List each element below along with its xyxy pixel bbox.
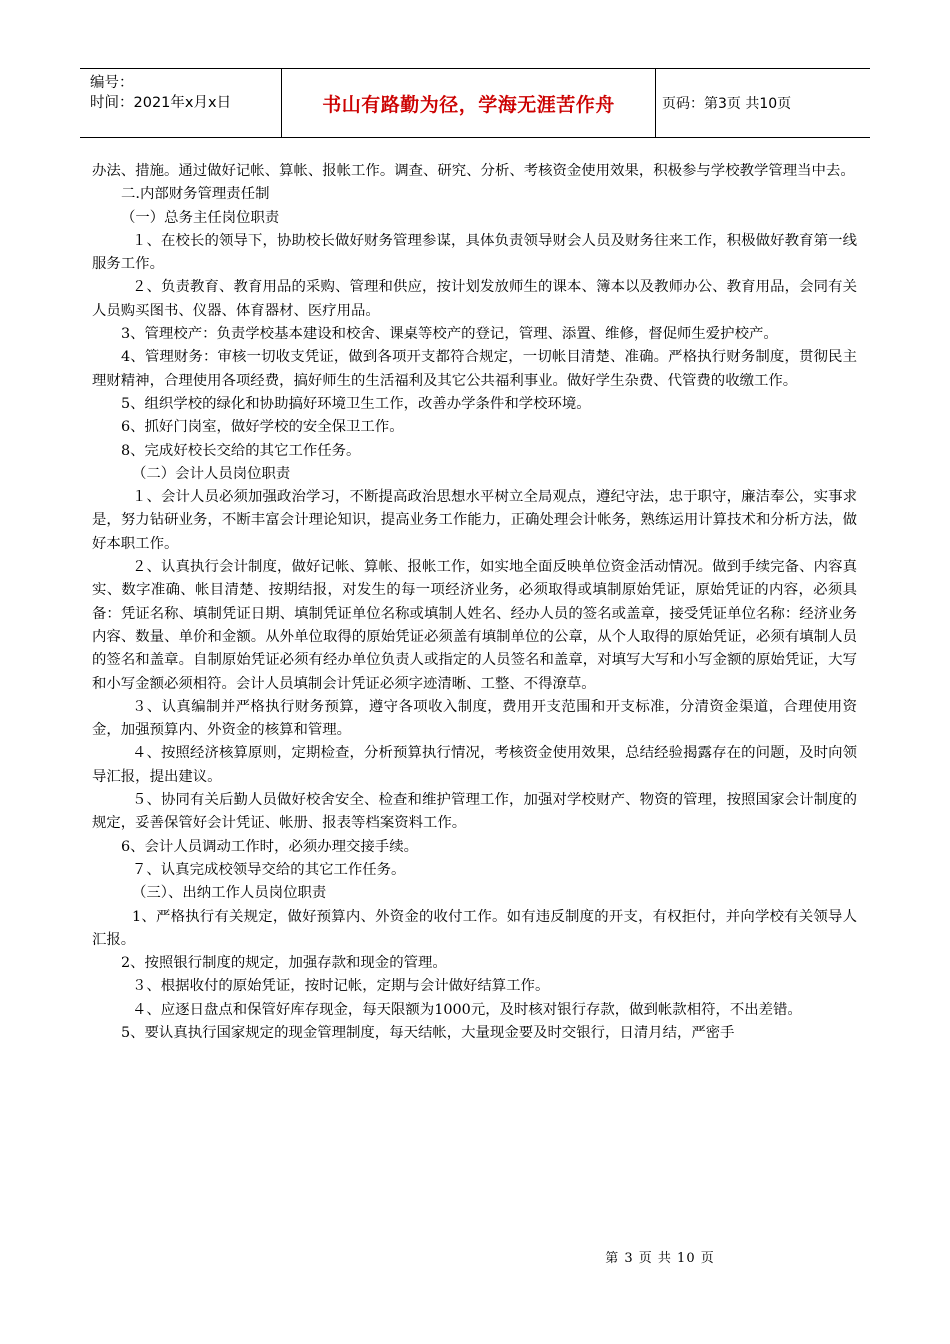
page-header (80, 68, 870, 138)
page-footer (0, 1247, 950, 1266)
document-date: 时间：2021年x月x日 (90, 95, 232, 111)
body-paragraph: 5、要认真执行国家规定的现金管理制度，每天结帐，大量现金要及时交银行，日清月结，严密手 (121, 1024, 735, 1041)
body-paragraph: ４、按照经济核算原则，定期检查，分析预算执行情况，考核资金使用效果，总结经验揭露存在的问题，及时向领导汇报，提出建议。 (92, 745, 857, 785)
body-paragraph: 4、管理财务：审核一切收支凭证，做到各项开支都符合规定，一切帐目清楚、准确。严格执行财务制度，贯彻民主理财精神，合理使用各项经费，搞好师生的生活福利及其它公共福利事业。做好学生杂费、代管费的收缴工作。 (92, 349, 857, 389)
document-number-label: 编号： (90, 75, 134, 91)
body-paragraph: 6、会计人员调动工作时，必须办理交接手续。 (121, 838, 418, 855)
body-paragraph: １、会计人员必须加强政治学习，不断提高政治思想水平树立全局观点，遵纪守法，忠于职守，廉洁奉公，实事求是，努力钻研业务，不断丰富会计理论知识，提高业务工作能力，正确处理会计帐务，熟练运用计算技术和分析方法，做好本职工作。 (92, 489, 857, 552)
body-paragraph: 办法、措施。通过做好记帐、算帐、报帐工作。调查、研究、分析、考核资金使用效果，积极参与学校教学管理当中去。 (92, 163, 855, 179)
header-motto-cell (282, 69, 656, 137)
body-paragraph: ４、应逐日盘点和保管好库存现金，每天限额为1000元，及时核对银行存款，做到帐款相符，不出差错。 (132, 1001, 802, 1018)
body-paragraph: ３、根据收付的原始凭证，按时记帐，定期与会计做好结算工作。 (132, 978, 550, 995)
subsection-heading: （一）总务主任岗位职责 (121, 209, 280, 226)
body-paragraph: ５、协同有关后勤人员做好校舍安全、检查和维护管理工作，加强对学校财产、物资的管理，按照国家会计制度的规定，妥善保管好会计凭证、帐册、报表等档案资料工作。 (92, 792, 857, 832)
body-paragraph: 8、完成好校长交给的其它工作任务。 (121, 442, 361, 459)
body-paragraph: 2、按照银行制度的规定，加强存款和现金的管理。 (121, 955, 447, 972)
header-page-info-cell (656, 69, 870, 137)
body-paragraph: 3、管理校产：负责学校基本建设和校舍、课桌等校产的登记，管理、添置、维修，督促师生爱护校产。 (121, 326, 778, 343)
body-paragraph: ２、认真执行会计制度，做好记帐、算帐、报帐工作，如实地全面反映单位资金活动情况。做到手续完备、内容真实、数字准确、帐目清楚、按期结报，对发生的每一项经济业务，必须取得或填制原始凭证，原始凭证的内容，必须具备：凭证名称、填制凭证日期、填制凭证单位名称或填制人姓名、经办人员的签名或盖章，接受凭证单位名称：经济业务内容、数量、单价和金额。从外单位取得的原始凭证必须盖有填制单位的公章，从个人取得的原始凭证，必须有填制人员的签名和盖章。自制原始凭证必须有经办单位负责人或指定的人员签名和盖章，对填写大写和小写金额的原始凭证，大写和小写金额必须相符。会计人员填制会计凭证必须字迹清晰、工整、不得潦草。 (92, 559, 857, 692)
body-paragraph: ３、认真编制并严格执行财务预算，遵守各项收入制度，费用开支范围和开支标准，分清资金渠道，合理使用资金，加强预算内、外资金的核算和管理。 (92, 698, 857, 739)
document-body (92, 160, 857, 1045)
body-paragraph: 5、组织学校的绿化和协助搞好环境卫生工作，改善办学条件和学校环境。 (121, 395, 591, 412)
subsection-heading: （二）会计人员岗位职责 (132, 465, 291, 482)
body-paragraph: ７、认真完成校领导交给的其它工作任务。 (132, 861, 406, 878)
header-motto: 书山有路勤为径，学海无涯苦作舟 (322, 93, 615, 116)
body-paragraph: １、在校长的领导下，协助校长做好财务管理参谋，具体负责领导财会人员及财务往来工作，积极做好教育第一线服务工作。 (92, 232, 857, 273)
body-paragraph: 6、抓好门岗室，做好学校的安全保卫工作。 (121, 419, 404, 436)
body-paragraph: 1、严格执行有关规定，做好预算内、外资金的收付工作。如有违反制度的开支，有权拒付，并向学校有关领导人汇报。 (92, 908, 857, 948)
body-paragraph: ２、负责教育、教育用品的采购、管理和供应，按计划发放师生的课本、簿本以及教师办公、教育用品，会同有关人员购买图书、仪器、体育器材、医疗用品。 (92, 279, 857, 319)
footer-page-number: 第 3 页 共 10 页 (605, 1251, 715, 1266)
header-meta (80, 69, 282, 137)
section-heading: 二.内部财务管理责任制 (121, 186, 270, 203)
header-page-info: 页码：第3页 共10页 (662, 96, 792, 112)
subsection-heading: （三）、出纳工作人员岗位职责 (132, 885, 327, 902)
